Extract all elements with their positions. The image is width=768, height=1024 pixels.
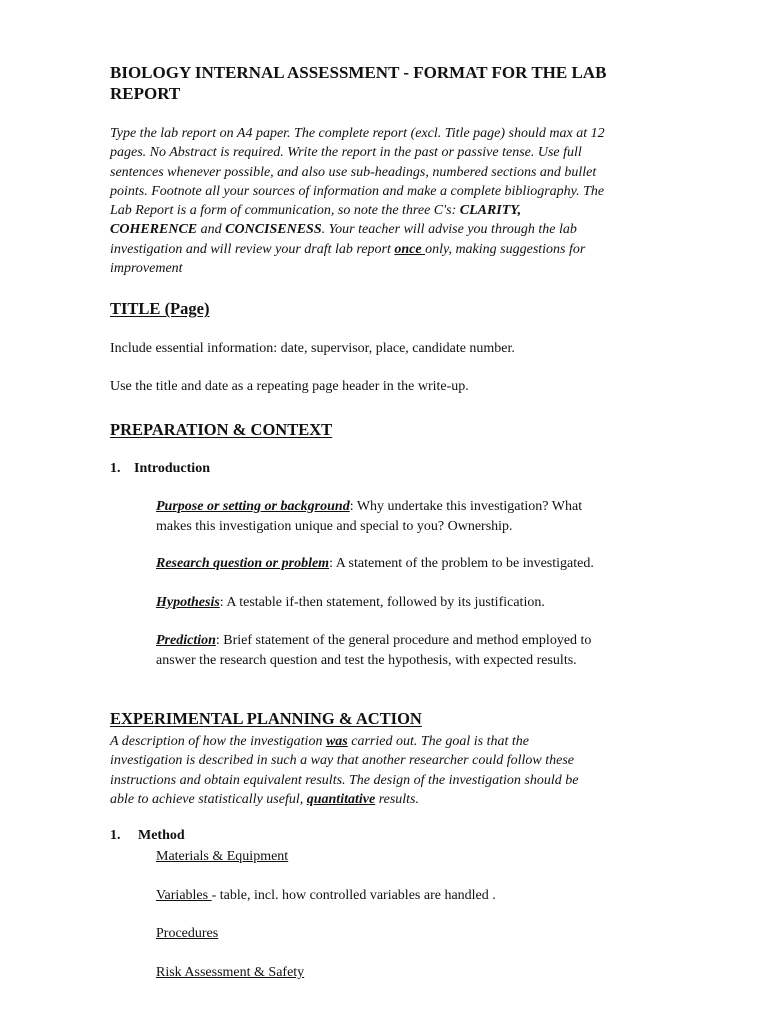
method-item-procedures xyxy=(156,924,218,944)
introduction-subheading xyxy=(110,461,210,477)
quantitative-term: quantitative xyxy=(306,791,376,807)
intro-line: sentences whenever possible, and also use sub-headings, numbered sections and bullet xyxy=(110,164,597,180)
hypothesis-item xyxy=(156,593,545,613)
method-item-label: Variables xyxy=(156,888,212,903)
document-title xyxy=(110,62,606,104)
description-text: carried out. The goal is that the xyxy=(347,734,529,749)
intro-paragraph xyxy=(110,124,605,278)
method-item-label: Risk Assessment & Safety xyxy=(156,965,305,980)
description-text: A description of how the investigation xyxy=(110,734,326,749)
intro-line: points. Footnote all your sources of information and make a complete bibliography. The xyxy=(110,183,605,199)
item-term: Hypothesis xyxy=(156,595,220,610)
prediction-item xyxy=(156,631,591,670)
section-number: 1. xyxy=(110,461,121,476)
item-line xyxy=(156,497,582,517)
method-item-text: - table, incl. how controlled variables are handled . xyxy=(211,888,496,903)
method-item-label: Procedures xyxy=(156,926,219,941)
document-title-line-2: REPORT xyxy=(110,84,181,103)
description-text: results. xyxy=(375,791,420,807)
intro-line: pages. No Abstract is required. Write the report in the past or passive tense. Use full xyxy=(110,145,582,161)
intro-text: only, making suggestions for xyxy=(425,241,586,257)
item-line xyxy=(156,554,594,574)
section-title: Introduction xyxy=(134,461,210,476)
item-text: : Brief statement of the general procedure and method employed to xyxy=(215,633,592,648)
experimental-heading: EXPERIMENTAL PLANNING & ACTION xyxy=(110,709,422,728)
conciseness-term: CONCISENESS xyxy=(225,222,322,238)
method-item-label: Materials & Equipment xyxy=(156,849,289,864)
item-text: : A statement of the problem to be investigated. xyxy=(329,556,594,571)
item-line xyxy=(156,593,545,613)
description-line xyxy=(110,790,578,809)
item-term: Prediction xyxy=(156,633,216,648)
description-text: able to achieve statistically useful, xyxy=(110,791,307,807)
section-title: Method xyxy=(138,828,185,843)
intro-text: and xyxy=(197,222,226,238)
intro-line: improvement xyxy=(110,261,183,277)
description-line xyxy=(110,732,578,751)
method-item-materials xyxy=(156,847,288,867)
method-subheading xyxy=(110,828,185,844)
clarity-term: CLARITY, xyxy=(459,203,522,219)
intro-text: . Your teacher will advise you through the lab xyxy=(321,222,577,238)
once-term: once xyxy=(394,241,426,257)
intro-line xyxy=(110,220,605,239)
was-term: was xyxy=(325,734,348,749)
description-line: instructions and obtain equivalent results. The design of the investigation should be xyxy=(110,772,579,788)
intro-line xyxy=(110,240,605,259)
title-section-text-2: Use the title and date as a repeating page header in the write-up. xyxy=(110,379,469,394)
experimental-description xyxy=(110,732,578,809)
item-text: : A testable if-then statement, followed by its justification. xyxy=(219,595,545,610)
document-title-line-1: BIOLOGY INTERNAL ASSESSMENT - FORMAT FOR THE LAB xyxy=(110,63,607,82)
item-line: answer the research question and test the hypothesis, with expected results. xyxy=(156,652,577,668)
method-item-risk xyxy=(156,963,304,983)
item-line: makes this investigation unique and special to you? Ownership. xyxy=(156,518,513,534)
item-term: Purpose or setting or background xyxy=(156,499,350,514)
title-section-heading: TITLE (Page) xyxy=(110,299,210,318)
section-number: 1. xyxy=(110,828,121,843)
intro-text: investigation and will review your draft lab report xyxy=(110,241,395,257)
intro-line xyxy=(110,201,605,220)
coherence-term: COHERENCE xyxy=(110,222,198,238)
title-section-text-1: Include essential information: date, supervisor, place, candidate number. xyxy=(110,341,515,356)
method-item-variables xyxy=(156,886,496,906)
research-question-item xyxy=(156,554,594,574)
intro-line: Type the lab report on A4 paper. The complete report (excl. Title page) should max at 12 xyxy=(110,126,605,141)
preparation-heading: PREPARATION & CONTEXT xyxy=(110,420,333,439)
item-term: Research question or problem xyxy=(156,556,330,571)
description-line: investigation is described in such a way that another researcher could follow these xyxy=(110,753,575,769)
purpose-item xyxy=(156,497,582,536)
item-line xyxy=(156,631,591,651)
item-text: : Why undertake this investigation? What xyxy=(349,499,583,514)
intro-text: Lab Report is a form of communication, so note the three C's: xyxy=(110,203,460,219)
